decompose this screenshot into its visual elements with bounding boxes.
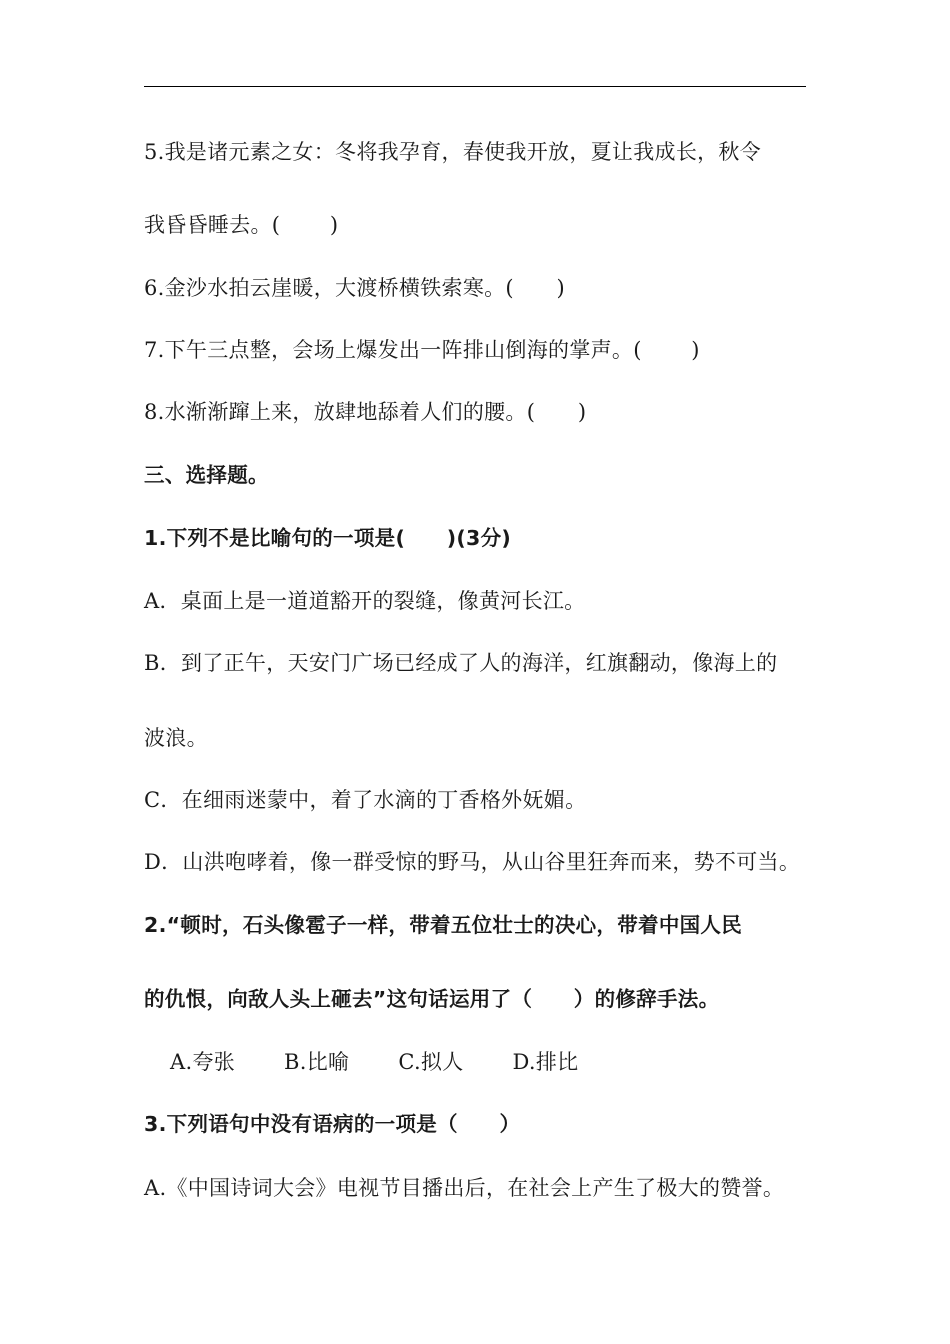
choice-1-option-b-line-1: B．到了正午，天安门广场已经成了人的海洋，红旗翻动，像海上的 xyxy=(144,651,778,675)
question-7: 7.下午三点整，会场上爆发出一阵排山倒海的掌声。( ) xyxy=(144,338,700,362)
choice-2-option-c: C.拟人 xyxy=(398,1050,464,1074)
choice-question-2-line-1: 2.“顿时，石头像雹子一样，带着五位壮士的决心，带着中国人民 xyxy=(144,913,743,937)
question-5-line-2: 我昏昏睡去。( ) xyxy=(144,213,339,237)
choice-2-option-a: A.夸张 xyxy=(170,1050,236,1074)
question-6: 6.金沙水拍云崖暖，大渡桥横铁索寒。( ) xyxy=(144,276,566,300)
choice-1-option-d: D．山洪咆哮着，像一群受惊的野马，从山谷里狂奔而来，势不可当。 xyxy=(144,850,801,874)
header-rule xyxy=(144,86,806,87)
choice-question-3: 3.下列语句中没有语病的一项是（ ） xyxy=(144,1112,521,1136)
section-3-title: 三、选择题。 xyxy=(144,463,269,487)
choice-1-option-a: A．桌面上是一道道豁开的裂缝，像黄河长江。 xyxy=(144,589,586,613)
choice-3-option-a: A.《中国诗词大会》电视节目播出后，在社会上产生了极大的赞誉。 xyxy=(144,1176,785,1200)
question-8: 8.水渐渐蹿上来，放肆地舔着人们的腰。( ) xyxy=(144,400,587,424)
question-5-line-1: 5.我是诸元素之女：冬将我孕育，春使我开放，夏让我成长，秋令 xyxy=(144,140,762,164)
choice-question-1: 1.下列不是比喻句的一项是( )(3分) xyxy=(144,526,512,550)
choice-2-option-b: B.比喻 xyxy=(284,1050,350,1074)
choice-2-option-d: D.排比 xyxy=(512,1050,579,1074)
choice-1-option-c: C．在细雨迷蒙中，着了水滴的丁香格外妩媚。 xyxy=(144,788,587,812)
choice-1-option-b-line-2: 波浪。 xyxy=(144,726,208,750)
choice-2-options xyxy=(170,1047,578,1077)
choice-question-2-line-2: 的仇恨，向敌人头上砸去”这句话运用了（ ）的修辞手法。 xyxy=(144,987,720,1011)
